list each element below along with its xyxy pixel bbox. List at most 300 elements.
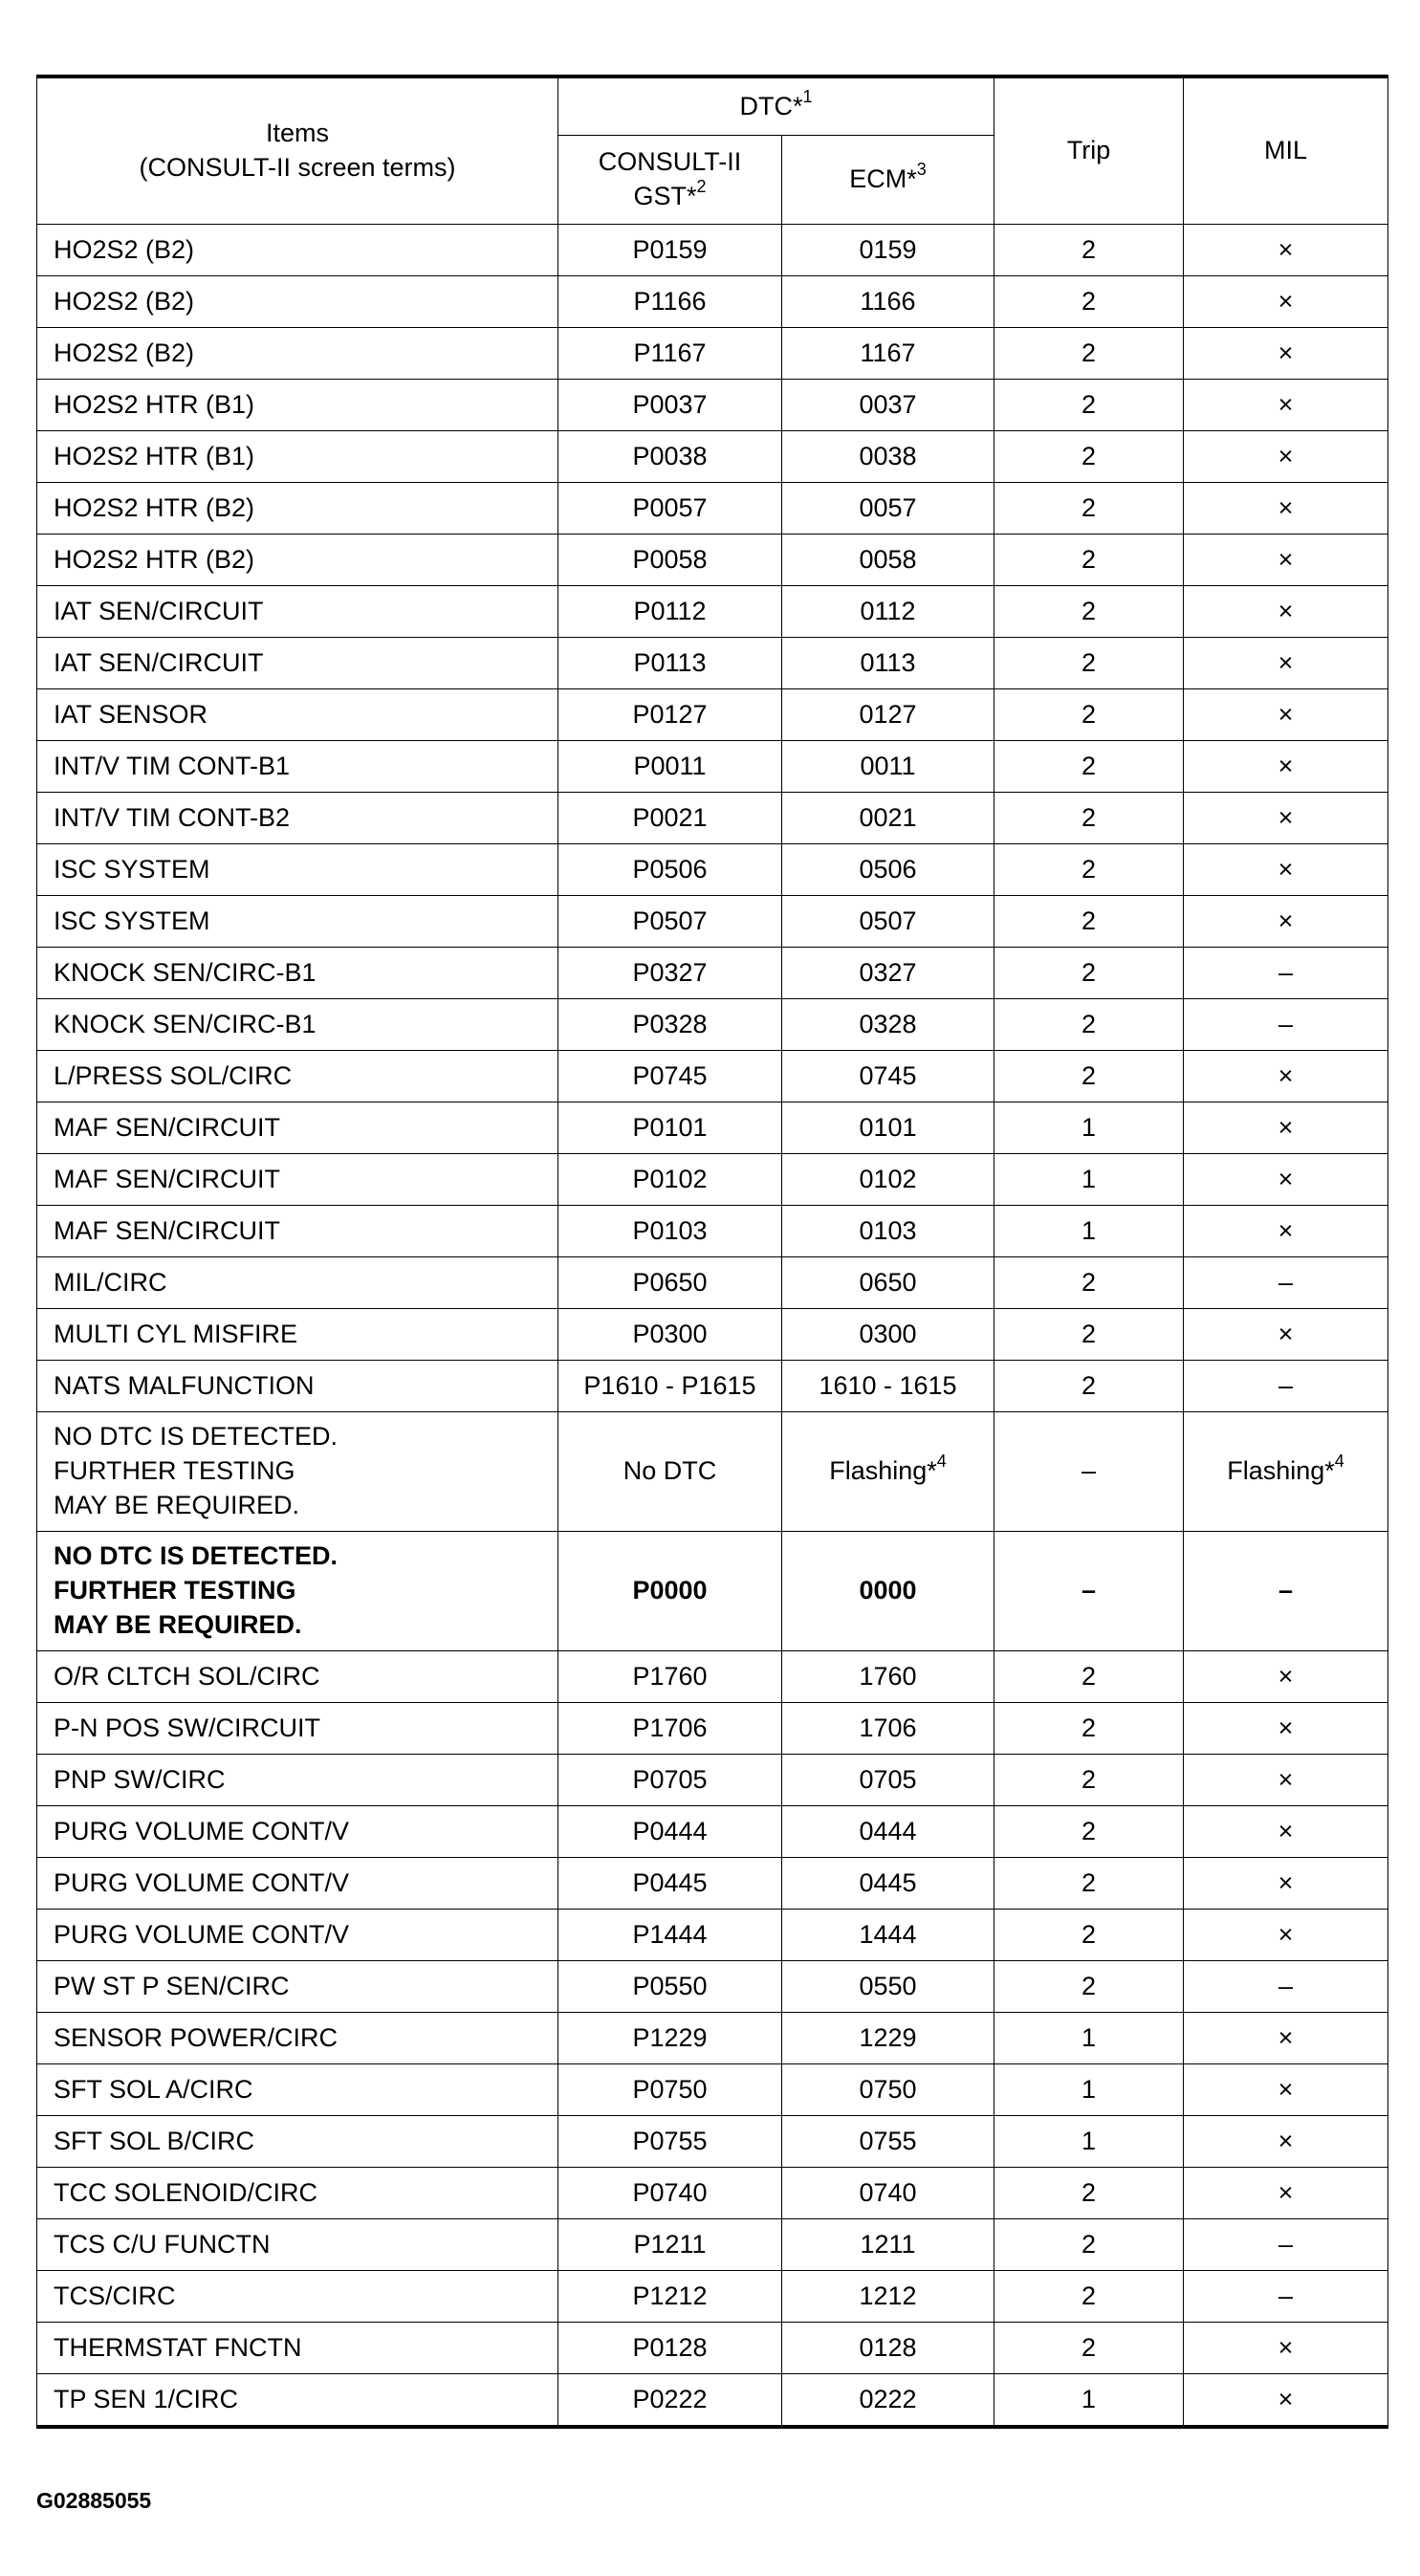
trip-cell — [994, 431, 1184, 483]
item-cell — [37, 1257, 558, 1309]
ecm-code-cell — [782, 328, 994, 380]
item-cell — [37, 2064, 558, 2116]
mil-cell-text: Flashing* — [1227, 1456, 1335, 1486]
table-row — [37, 793, 1388, 844]
ecm-code-cell — [782, 380, 994, 431]
ecm-code-cell-text: 1211 — [860, 2229, 916, 2259]
trip-cell — [994, 2271, 1184, 2323]
ecm-code-cell — [782, 1361, 994, 1412]
item-cell — [37, 844, 558, 896]
item-cell — [37, 2219, 558, 2271]
ecm-code-cell-text: 0445 — [859, 1867, 917, 1897]
trip-cell-text: 1 — [1081, 2384, 1097, 2413]
item-cell-text: HO2S2 (B2) — [54, 286, 195, 316]
ecm-code-cell-text: 0444 — [859, 1816, 917, 1845]
trip-cell — [994, 483, 1184, 535]
trip-cell-text: 2 — [1081, 1816, 1097, 1845]
table-row — [37, 2323, 1388, 2374]
consult-code-cell — [558, 2168, 782, 2219]
item-cell — [37, 689, 558, 741]
consult-code-cell — [558, 741, 782, 793]
item-cell-text: IAT SEN/CIRCUIT — [54, 647, 264, 677]
item-cell — [37, 1206, 558, 1257]
item-cell — [37, 1858, 558, 1910]
mil-cell-text: × — [1278, 544, 1294, 574]
consult-code-cell — [558, 380, 782, 431]
consult-code-cell-text: P1444 — [632, 1919, 708, 1949]
consult-header-line1: CONSULT-II — [598, 147, 742, 177]
mil-cell — [1184, 276, 1388, 328]
mil-cell — [1184, 225, 1388, 276]
consult-code-cell-text: P0300 — [632, 1319, 708, 1348]
trip-cell — [994, 2219, 1184, 2271]
mil-cell — [1184, 1651, 1388, 1703]
ecm-code-cell-text: 0222 — [859, 2384, 917, 2413]
trip-cell-text: 2 — [1081, 338, 1097, 367]
table-row — [37, 638, 1388, 689]
mil-cell — [1184, 1154, 1388, 1206]
consult-code-cell-text: P0113 — [633, 647, 707, 677]
consult-code-cell-text: P0740 — [632, 2177, 708, 2207]
trip-header: Trip — [994, 76, 1184, 225]
trip-cell-text: 2 — [1081, 492, 1097, 522]
trip-cell-text: 1 — [1081, 2126, 1097, 2155]
ecm-code-cell-text: 1166 — [860, 286, 916, 316]
ecm-code-cell — [782, 1910, 994, 1961]
dtc-footnote-ref: 1 — [802, 86, 813, 106]
ecm-code-cell — [782, 1703, 994, 1755]
consult-code-cell — [558, 1858, 782, 1910]
ecm-code-cell-footnote-ref: 4 — [936, 1452, 947, 1472]
ecm-code-cell-text: 0038 — [859, 441, 917, 470]
item-cell-text: HO2S2 (B2) — [54, 338, 195, 367]
item-cell — [37, 1961, 558, 2013]
ecm-code-cell-text: 1610 - 1615 — [819, 1370, 957, 1400]
trip-cell — [994, 948, 1184, 999]
consult-code-cell — [558, 1961, 782, 2013]
ecm-code-cell-text: 1444 — [859, 1919, 917, 1949]
ecm-code-cell — [782, 1309, 994, 1361]
consult-code-cell — [558, 1755, 782, 1806]
item-cell-text: TCS C/U FUNCTN — [54, 2229, 271, 2259]
item-cell — [37, 535, 558, 586]
table-row — [37, 999, 1388, 1051]
consult-code-cell — [558, 1412, 782, 1532]
trip-cell-text: 2 — [1081, 647, 1097, 677]
ecm-code-cell — [782, 2271, 994, 2323]
mil-cell — [1184, 586, 1388, 638]
trip-cell — [994, 2013, 1184, 2064]
consult-code-cell — [558, 2013, 782, 2064]
consult-code-cell — [558, 1309, 782, 1361]
item-cell-text: L/PRESS SOL/CIRC — [54, 1060, 293, 1090]
table-row — [37, 1257, 1388, 1309]
consult-code-cell — [558, 1257, 782, 1309]
consult-code-cell — [558, 2271, 782, 2323]
item-cell-text: IAT SENSOR — [54, 699, 208, 729]
ecm-code-cell-text: 0021 — [859, 802, 917, 832]
table-row — [37, 225, 1388, 276]
dtc-header-label: DTC* — [739, 91, 803, 120]
item-cell-text: O/R CLTCH SOL/CIRC — [54, 1661, 320, 1691]
mil-cell-text: × — [1278, 1661, 1294, 1691]
consult-code-cell-text: P1166 — [633, 286, 707, 316]
mil-cell — [1184, 2271, 1388, 2323]
mil-cell-text: × — [1278, 338, 1294, 367]
table-row — [37, 483, 1388, 535]
mil-cell — [1184, 1858, 1388, 1910]
consult-code-cell-text: P0128 — [632, 2332, 708, 2362]
table-row — [37, 1154, 1388, 1206]
trip-cell-text: 2 — [1081, 1919, 1097, 1949]
item-cell-text: ISC SYSTEM — [54, 906, 210, 935]
consult-code-cell-text: P0000 — [632, 1576, 708, 1605]
ecm-code-cell — [782, 793, 994, 844]
mil-cell — [1184, 1206, 1388, 1257]
consult-code-cell-text: P0021 — [632, 802, 708, 832]
item-cell — [37, 1755, 558, 1806]
trip-cell-text: 2 — [1081, 1319, 1097, 1348]
mil-cell-text: × — [1278, 647, 1294, 677]
item-cell — [37, 948, 558, 999]
consult-code-cell-text: P0038 — [632, 441, 708, 470]
trip-cell — [994, 1858, 1184, 1910]
table-row — [37, 1051, 1388, 1102]
trip-cell — [994, 1206, 1184, 1257]
ecm-code-cell-text: 1212 — [859, 2281, 917, 2310]
mil-cell — [1184, 1755, 1388, 1806]
table-row — [37, 328, 1388, 380]
ecm-code-cell-text: 0327 — [859, 957, 917, 987]
mil-cell — [1184, 1102, 1388, 1154]
trip-cell — [994, 1532, 1184, 1651]
table-row — [37, 1206, 1388, 1257]
trip-cell-text: 2 — [1081, 286, 1097, 316]
mil-cell-text: × — [1278, 1112, 1294, 1142]
ecm-header — [782, 136, 994, 225]
consult-code-cell — [558, 1102, 782, 1154]
item-cell-text: INT/V TIM CONT-B2 — [54, 802, 291, 832]
ecm-code-cell — [782, 276, 994, 328]
consult-code-cell-text: P1229 — [632, 2022, 708, 2052]
ecm-code-cell-text: 0000 — [859, 1576, 917, 1605]
ecm-code-cell-text: 0507 — [859, 906, 917, 935]
item-cell — [37, 1361, 558, 1412]
table-row — [37, 1309, 1388, 1361]
ecm-code-cell — [782, 1755, 994, 1806]
mil-cell-text: × — [1278, 234, 1294, 264]
item-cell — [37, 431, 558, 483]
mil-cell-text: – — [1278, 2229, 1294, 2259]
table-row — [37, 586, 1388, 638]
table-row — [37, 1910, 1388, 1961]
consult-gst-header — [558, 136, 782, 225]
trip-cell — [994, 2116, 1184, 2168]
mil-cell-text: × — [1278, 2177, 1294, 2207]
trip-cell-text: 1 — [1081, 2022, 1097, 2052]
trip-cell — [994, 2168, 1184, 2219]
consult-code-cell-text: P1212 — [632, 2281, 708, 2310]
ecm-code-cell — [782, 689, 994, 741]
item-cell — [37, 1703, 558, 1755]
trip-cell-text: 2 — [1081, 1867, 1097, 1897]
ecm-code-cell-text: 0740 — [859, 2177, 917, 2207]
table-row — [37, 2168, 1388, 2219]
consult-code-cell — [558, 1806, 782, 1858]
ecm-code-cell-text: 0112 — [860, 596, 916, 625]
item-cell-text: NO DTC IS DETECTED. FURTHER TESTING MAY BE REQUIRED. — [54, 1541, 339, 1639]
mil-cell — [1184, 2168, 1388, 2219]
ecm-code-cell — [782, 225, 994, 276]
dtc-header — [558, 76, 994, 136]
table-body — [37, 225, 1388, 2428]
trip-cell — [994, 586, 1184, 638]
trip-cell — [994, 225, 1184, 276]
consult-code-cell-text: P0159 — [632, 234, 708, 264]
table-row — [37, 1651, 1388, 1703]
dtc-table — [36, 75, 1388, 2429]
trip-cell-text: 2 — [1081, 1370, 1097, 1400]
trip-cell — [994, 1154, 1184, 1206]
ecm-code-cell — [782, 2168, 994, 2219]
ecm-code-cell — [782, 586, 994, 638]
consult-code-cell — [558, 483, 782, 535]
consult-code-cell — [558, 1361, 782, 1412]
mil-cell-text: × — [1278, 1319, 1294, 1348]
mil-cell — [1184, 535, 1388, 586]
consult-code-cell — [558, 276, 782, 328]
trip-cell — [994, 2064, 1184, 2116]
item-cell — [37, 276, 558, 328]
mil-cell-text: – — [1278, 2281, 1294, 2310]
consult-code-cell — [558, 948, 782, 999]
ecm-code-cell — [782, 1051, 994, 1102]
ecm-code-cell-text: 0705 — [859, 1764, 917, 1794]
trip-cell — [994, 535, 1184, 586]
ecm-code-cell-text: 1167 — [860, 338, 916, 367]
consult-code-cell — [558, 689, 782, 741]
item-cell — [37, 2271, 558, 2323]
consult-code-cell — [558, 896, 782, 948]
trip-cell — [994, 999, 1184, 1051]
consult-code-cell — [558, 638, 782, 689]
ecm-code-cell — [782, 896, 994, 948]
trip-cell — [994, 1806, 1184, 1858]
mil-cell — [1184, 948, 1388, 999]
trip-cell-text: 1 — [1081, 1215, 1097, 1245]
table-row — [37, 1961, 1388, 2013]
consult-code-cell — [558, 793, 782, 844]
trip-cell-text: 2 — [1081, 957, 1097, 987]
consult-code-cell-text: P0745 — [632, 1060, 708, 1090]
item-cell-text: PW ST P SEN/CIRC — [54, 1971, 290, 2000]
mil-cell-text: – — [1278, 1576, 1294, 1605]
trip-cell — [994, 741, 1184, 793]
item-cell-text: SENSOR POWER/CIRC — [54, 2022, 339, 2052]
item-cell — [37, 793, 558, 844]
ecm-code-cell-text: 0300 — [859, 1319, 917, 1348]
item-cell-text: PURG VOLUME CONT/V — [54, 1867, 350, 1897]
trip-cell-text: 2 — [1081, 1661, 1097, 1691]
mil-cell — [1184, 896, 1388, 948]
trip-cell-text: 1 — [1081, 1112, 1097, 1142]
item-cell — [37, 328, 558, 380]
ecm-code-cell — [782, 741, 994, 793]
mil-cell-text: × — [1278, 854, 1294, 884]
item-cell — [37, 2323, 558, 2374]
mil-cell-text: – — [1278, 1971, 1294, 2000]
mil-cell — [1184, 431, 1388, 483]
mil-cell-text: × — [1278, 2022, 1294, 2052]
consult-code-cell-text: P0507 — [632, 906, 708, 935]
item-cell-text: KNOCK SEN/CIRC-B1 — [54, 957, 317, 987]
mil-cell-text: – — [1278, 1267, 1294, 1297]
trip-cell-text: 2 — [1081, 1267, 1097, 1297]
ecm-code-cell-text: 0128 — [859, 2332, 917, 2362]
trip-cell-text: 2 — [1081, 2177, 1097, 2207]
mil-cell — [1184, 2013, 1388, 2064]
item-cell-text: SFT SOL A/CIRC — [54, 2074, 253, 2104]
mil-cell-text: × — [1278, 1764, 1294, 1794]
consult-code-cell — [558, 2374, 782, 2428]
trip-cell-text: 1 — [1081, 2074, 1097, 2104]
mil-cell — [1184, 999, 1388, 1051]
trip-cell — [994, 1651, 1184, 1703]
trip-cell-text: 2 — [1081, 2281, 1097, 2310]
consult-code-cell-text: P0222 — [632, 2384, 708, 2413]
consult-code-cell — [558, 225, 782, 276]
trip-cell-text: 2 — [1081, 389, 1097, 419]
consult-code-cell — [558, 1910, 782, 1961]
consult-code-cell-text: P0057 — [632, 492, 708, 522]
mil-cell — [1184, 638, 1388, 689]
ecm-code-cell — [782, 1102, 994, 1154]
ecm-code-cell — [782, 1206, 994, 1257]
ecm-code-cell — [782, 2374, 994, 2428]
trip-cell — [994, 1755, 1184, 1806]
consult-code-cell-text: P0506 — [632, 854, 708, 884]
items-header-line2: (CONSULT-II screen terms) — [139, 153, 456, 182]
consult-code-cell-text: P0011 — [633, 751, 707, 780]
ecm-code-cell-text: Flashing* — [829, 1456, 937, 1486]
mil-cell-text: – — [1278, 957, 1294, 987]
ecm-code-cell — [782, 2116, 994, 2168]
consult-code-cell — [558, 999, 782, 1051]
trip-cell-text: 2 — [1081, 1009, 1097, 1038]
table-row — [37, 276, 1388, 328]
mil-cell-text: × — [1278, 2126, 1294, 2155]
consult-code-cell — [558, 586, 782, 638]
ecm-code-cell-text: 0101 — [859, 1112, 917, 1142]
trip-cell — [994, 380, 1184, 431]
mil-cell — [1184, 2219, 1388, 2271]
mil-cell-text: × — [1278, 1060, 1294, 1090]
ecm-code-cell-text: 0506 — [859, 854, 917, 884]
item-cell-text: P-N POS SW/CIRCUIT — [54, 1713, 321, 1742]
ecm-code-cell-text: 0328 — [859, 1009, 917, 1038]
trip-cell — [994, 328, 1184, 380]
mil-cell-text: × — [1278, 1164, 1294, 1193]
ecm-code-cell — [782, 948, 994, 999]
mil-cell-text: × — [1278, 802, 1294, 832]
ecm-footnote-ref: 3 — [916, 160, 927, 180]
item-cell — [37, 999, 558, 1051]
ecm-code-cell — [782, 431, 994, 483]
mil-cell-text: × — [1278, 2332, 1294, 2362]
items-header — [37, 76, 558, 225]
mil-cell — [1184, 483, 1388, 535]
item-cell — [37, 1806, 558, 1858]
consult-code-cell — [558, 2219, 782, 2271]
table-row — [37, 431, 1388, 483]
table-row — [37, 380, 1388, 431]
ecm-code-cell — [782, 1154, 994, 1206]
table-row — [37, 948, 1388, 999]
ecm-code-cell-text: 0037 — [859, 389, 917, 419]
table-row — [37, 689, 1388, 741]
mil-cell — [1184, 793, 1388, 844]
item-cell — [37, 1051, 558, 1102]
item-cell-text: THERMSTAT FNCTN — [54, 2332, 302, 2362]
mil-cell-text: – — [1278, 1370, 1294, 1400]
table-row — [37, 2219, 1388, 2271]
ecm-code-cell-text: 0102 — [859, 1164, 917, 1193]
item-cell-text: MULTI CYL MISFIRE — [54, 1319, 298, 1348]
ecm-code-cell — [782, 535, 994, 586]
consult-code-cell-text: P0444 — [632, 1816, 708, 1845]
mil-cell-text: × — [1278, 699, 1294, 729]
mil-cell — [1184, 1257, 1388, 1309]
mil-cell-text: × — [1278, 751, 1294, 780]
item-cell — [37, 483, 558, 535]
table-row — [37, 535, 1388, 586]
item-cell — [37, 1532, 558, 1651]
item-cell-text: PURG VOLUME CONT/V — [54, 1919, 350, 1949]
ecm-code-cell-text: 0745 — [859, 1060, 917, 1090]
consult-code-cell-text: P0037 — [632, 389, 708, 419]
mil-cell-text: × — [1278, 492, 1294, 522]
trip-cell-text: 2 — [1081, 699, 1097, 729]
trip-cell-text: 2 — [1081, 1060, 1097, 1090]
ecm-code-cell-text: 1229 — [859, 2022, 917, 2052]
ecm-code-cell-text: 0755 — [859, 2126, 917, 2155]
mil-cell-footnote-ref: 4 — [1334, 1452, 1344, 1472]
trip-cell — [994, 2374, 1184, 2428]
mil-cell — [1184, 1309, 1388, 1361]
item-cell-text: TP SEN 1/CIRC — [54, 2384, 239, 2413]
mil-cell — [1184, 1910, 1388, 1961]
consult-code-cell-text: P0112 — [633, 596, 707, 625]
table-row — [37, 844, 1388, 896]
mil-cell-text: × — [1278, 2074, 1294, 2104]
item-cell-text: SFT SOL B/CIRC — [54, 2126, 255, 2155]
item-cell-text: MAF SEN/CIRCUIT — [54, 1164, 281, 1193]
item-cell-text: HO2S2 HTR (B1) — [54, 441, 255, 470]
mil-cell — [1184, 2116, 1388, 2168]
items-header-line1: Items — [265, 119, 329, 148]
mil-cell-text: × — [1278, 1919, 1294, 1949]
mil-cell — [1184, 1806, 1388, 1858]
item-cell-text: ISC SYSTEM — [54, 854, 210, 884]
trip-cell — [994, 1309, 1184, 1361]
consult-code-cell — [558, 431, 782, 483]
consult-code-cell — [558, 2064, 782, 2116]
item-cell-text: HO2S2 (B2) — [54, 234, 195, 264]
table-row — [37, 2271, 1388, 2323]
item-cell-text: NO DTC IS DETECTED. FURTHER TESTING MAY BE REQUIRED. — [54, 1422, 339, 1519]
mil-cell — [1184, 1361, 1388, 1412]
mil-cell — [1184, 2064, 1388, 2116]
